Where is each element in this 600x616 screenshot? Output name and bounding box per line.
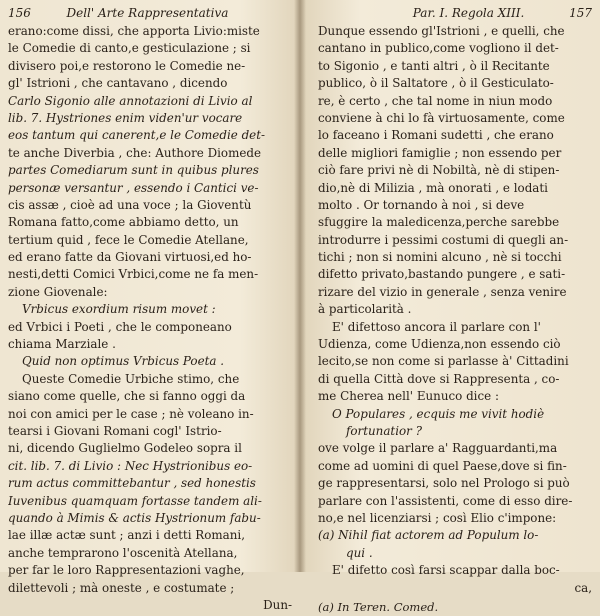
right-text-line: fortunatior ?: [346, 423, 423, 438]
right-page-number: 157: [569, 6, 592, 20]
right-page-header: [318, 6, 592, 23]
left-text-line: partes Comediarum sunt in quibus plures: [8, 163, 259, 178]
right-running-head: Par. I. Regola XIII.: [412, 6, 525, 20]
right-text-line: cantano in publico,come vogliono il det-: [318, 41, 559, 56]
left-text-line: eos tantum qui canerent,e le Comedie det-: [8, 128, 266, 143]
left-text-line: dilettevoli ; mà oneste , e costumate ;: [8, 580, 235, 595]
left-text-line: gl' Istrioni , che cantavano , dicendo: [8, 76, 228, 91]
right-text-line: no,e nel licenziarsi ; così Elio c'impone:: [318, 510, 557, 525]
right-text-line: lo faceano i Romani sudetti , che erano: [318, 128, 554, 143]
left-text-line: te anche Diverbia , che: Authore Diomede: [8, 145, 262, 160]
left-text-line: zione Giovenale:: [8, 284, 108, 299]
left-text-line: lae illæ actæ sunt ; anzi i detti Romani,: [8, 528, 245, 543]
right-text-line: à particolarità .: [318, 302, 412, 317]
left-text-line: siano come quelle, che si fanno oggi da: [8, 389, 246, 404]
left-text-line: lib. 7. Hystriones enim viden'ur vocare: [8, 110, 243, 125]
left-text-line: Iuvenibus quamquam fortasse tandem ali-: [8, 493, 262, 508]
right-text-line: di quella Città dove si Rappresenta , co-: [318, 371, 560, 386]
left-text-line: divisero poi,e restorono le Comedie ne-: [8, 58, 246, 73]
left-page-header: [8, 6, 292, 23]
left-body-text: [8, 23, 292, 597]
right-text-line: tichi ; non si nomini alcuno , nè si tocchi: [318, 250, 562, 265]
left-text-line: ni, dicendo Guglielmo Godeleo sopra il: [8, 441, 242, 456]
right-text-line: (a) Nihil fiat actorem ad Populum lo-: [318, 528, 539, 543]
right-text-line: lecito,se non come si parlasse à' Cittadini: [318, 354, 569, 369]
left-text-line: tearsi i Giovani Romani cogl' Istrio-: [8, 423, 222, 438]
right-text-line: qui .: [346, 545, 373, 560]
left-text-line: per far le loro Rappresentazioni vaghe,: [8, 563, 245, 578]
right-text-line: to Sigonio , e tanti altri , ò il Recitante: [318, 58, 550, 73]
left-text-line: rum actus committebantur , sed honestis: [8, 476, 256, 491]
left-text-line: erano:come dissi, che apporta Livio:miste: [8, 24, 260, 38]
left-text-line: Queste Comedie Urbiche stimo, che: [22, 371, 240, 386]
right-text-line: difetto privato,bastando pungere , e sati-: [318, 267, 566, 282]
right-text-line: molto . Or tornando à noi , si deve: [318, 197, 525, 212]
left-text-line: chiama Marziale .: [8, 337, 116, 352]
right-text-line: introdurre i pessimi costumi di quegli an-: [318, 232, 569, 247]
right-text-line: sfuggire la maledicenza,perche sarebbe: [318, 215, 560, 230]
right-text-line: parlare con l'assistenti, come di esso dire-: [318, 493, 573, 508]
left-text-line: noi con amici per le case ; nè voleano in-: [8, 406, 254, 421]
left-text-line: ed erano fatte da Giovani virtuosi,ed ho-: [8, 250, 252, 265]
left-text-line: Vrbicus exordium risum movet :: [22, 302, 216, 317]
left-text-line: quando à Mimis & actis Hystrionum fabu-: [8, 510, 261, 525]
left-text-line: Carlo Sigonio alle annotazioni di Livio al: [8, 93, 253, 108]
left-text-line: personæ versantur , essendo i Cantici ve-: [8, 180, 259, 195]
right-text-line: re, è certo , che tal nome in niun modo: [318, 93, 553, 108]
right-text-line: E' difetto così farsi scappar dalla boc-: [332, 563, 560, 578]
right-text-line: me Cherea nell' Eunuco dice :: [318, 389, 499, 404]
left-text-line: le Comedie di canto,e gesticulazione ; si: [8, 41, 251, 56]
right-body-text: [318, 23, 592, 597]
left-text-line: cis assæ , cioè ad una voce ; la Gioventù: [8, 197, 252, 212]
right-text-line: ove volge il parlare a' Ragguardanti,ma: [318, 441, 558, 456]
right-text-line: ciò fare privi nè di Nobiltà, nè di stipen-: [318, 163, 560, 178]
left-running-head: Dell' Arte Rappresentativa: [66, 6, 229, 20]
left-text-line: Romana fatto,come abbiamo detto, un: [8, 215, 239, 230]
right-text-line: rizare del vizio in generale , senza venire: [318, 284, 567, 299]
right-text-line: ge rappresentarsi, solo nel Prologo si può: [318, 476, 570, 491]
left-text-line: Quid non optimus Vrbicus Poeta .: [22, 354, 225, 369]
left-text-line: nesti,detti Comici Vrbici,come ne fa men-: [8, 267, 259, 282]
right-page: [302, 0, 600, 614]
left-text-line: anche temprarono l'oscenità Atellana,: [8, 545, 238, 560]
right-text-line: dio,nè di Milizia , mà onorati , e lodati: [318, 180, 548, 195]
left-text-line: ed Vrbici i Poeti , che le componeano: [8, 319, 232, 334]
left-catchword: Dun-: [263, 597, 292, 612]
right-text-line: Dunque essendo gl'Istrioni , e quelli, che: [318, 24, 565, 38]
right-text-line: come ad uomini di quel Paese,dove si fin-: [318, 458, 567, 473]
right-text-line: conviene à chi lo fà virtuosamente, come: [318, 110, 565, 125]
right-text-line: publico, ò il Saltatore , ò il Gesticulato-: [318, 76, 554, 91]
right-text-line: delle migliori famiglie ; non essendo per: [318, 145, 562, 160]
right-text-line: ca,: [574, 580, 592, 595]
left-page: [0, 0, 298, 612]
right-footnote: (a) In Teren. Comed.: [318, 599, 439, 614]
left-page-number: 156: [8, 6, 31, 20]
left-text-line: tertium quid , fece le Comedie Atellane,: [8, 232, 249, 247]
right-text-line: O Populares , ecquis me vivit hodiè: [332, 406, 545, 421]
left-text-line: cit. lib. 7. di Livio : Nec Hystrionibus eo-: [8, 458, 253, 473]
right-text-line: Udienza, come Udienza,non essendo ciò: [318, 337, 561, 352]
right-text-line: E' difettoso ancora il parlare con l': [332, 319, 541, 334]
